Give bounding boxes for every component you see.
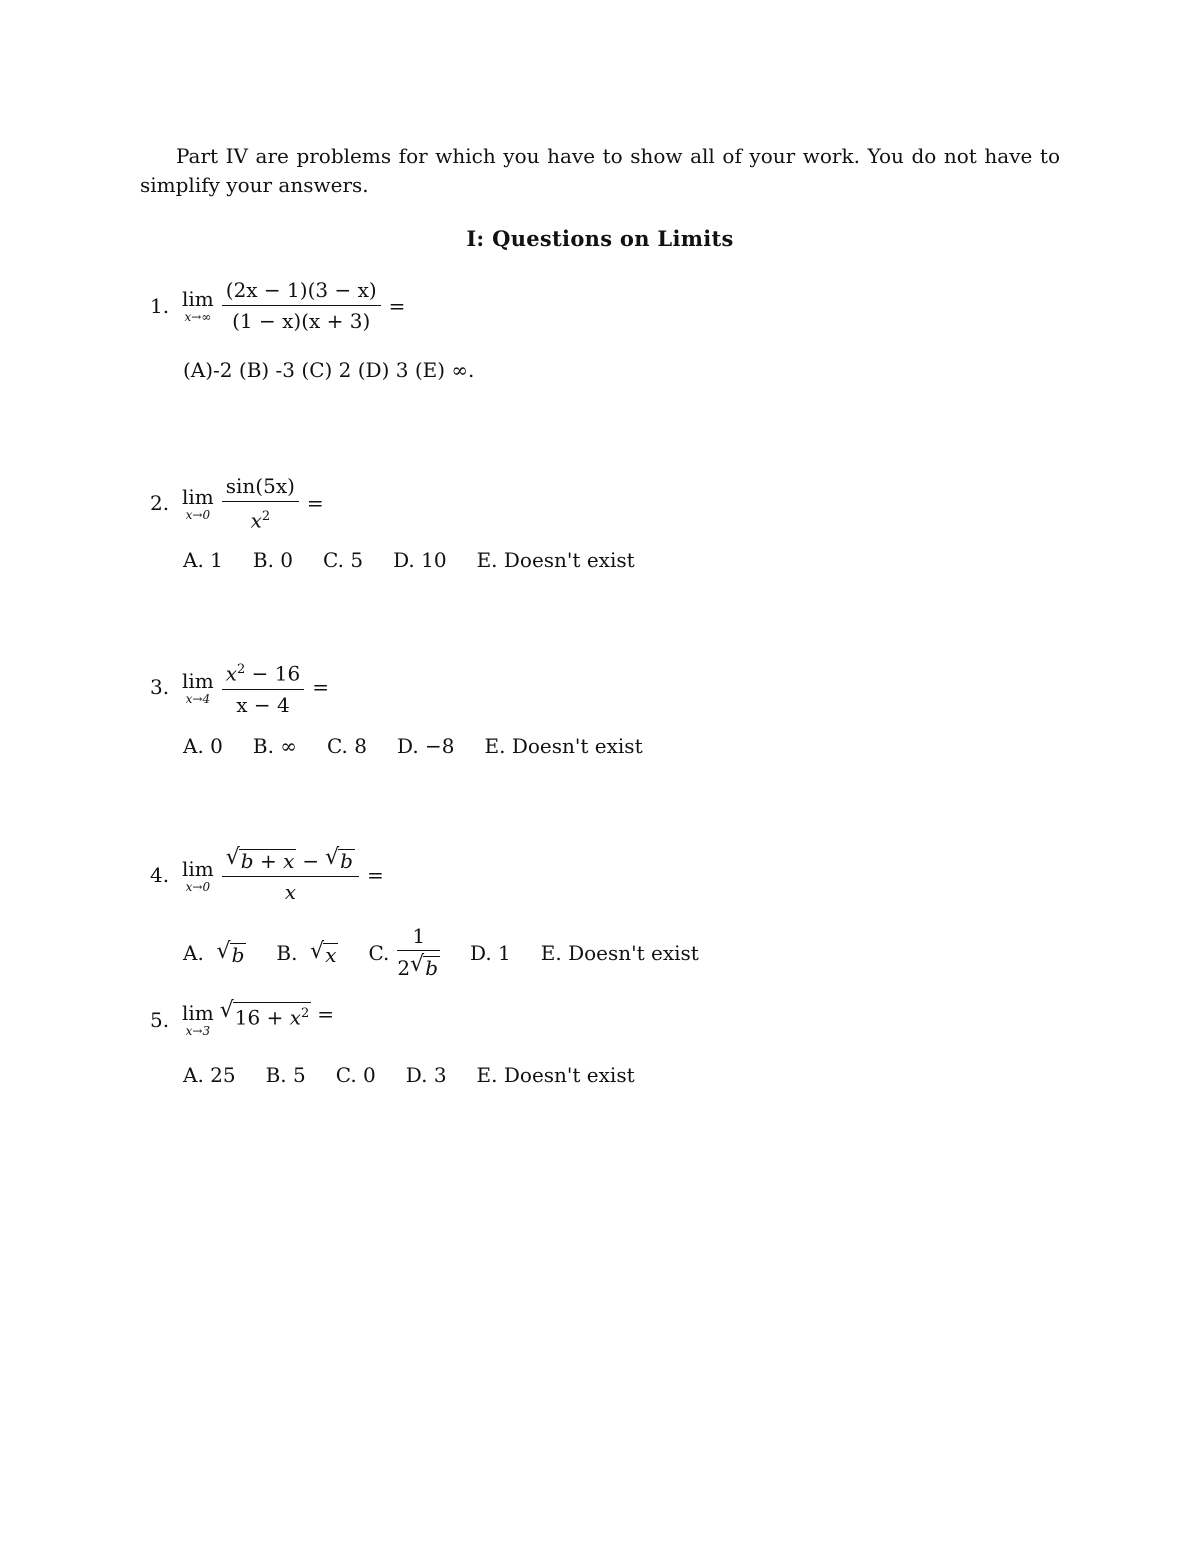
choice-label: B. (276, 940, 298, 965)
choice-b: B. ∞ (252, 734, 297, 758)
radicand (233, 1002, 311, 1029)
lim-word: lim (182, 856, 214, 881)
equals-sign: = (306, 491, 324, 516)
question-4 (150, 846, 384, 904)
square-root (220, 999, 312, 1029)
instructions-paragraph (140, 142, 1060, 200)
choice-d: D. 3 (405, 1063, 447, 1087)
question-number: 4. (150, 863, 170, 887)
lim-word: lim (182, 1001, 214, 1025)
lim-subscript: x→∞ (184, 310, 212, 324)
equals-sign: = (366, 863, 384, 887)
square-root (226, 846, 297, 872)
instructions-text: Part IV are problems for which you have to show all of your work. You do not have to simplify your answers. (140, 144, 1060, 197)
numerator (222, 846, 359, 876)
minus-sign: − (302, 849, 320, 873)
radicand: b (231, 942, 245, 967)
square-root (325, 846, 355, 872)
question-2-choices (183, 548, 635, 572)
denominator: x − 4 (236, 692, 290, 717)
lim-word: lim (182, 287, 214, 311)
fraction (222, 278, 381, 333)
choice-c: C. 0 (335, 1063, 376, 1087)
radical-sign: √ (216, 938, 231, 964)
radical-sign: √ (225, 845, 240, 870)
radical-sign: √ (310, 938, 325, 964)
fraction (222, 474, 299, 533)
radicand: b (425, 956, 438, 980)
choice-c: C. 5 (323, 548, 364, 572)
choice-label: A. (183, 940, 204, 965)
limit-operator (182, 670, 214, 705)
fraction (222, 658, 304, 717)
exponent: 2 (237, 662, 246, 677)
radical-sign: √ (410, 952, 425, 977)
radicand: b (340, 849, 353, 873)
square-root (410, 953, 440, 979)
question-5-choices (183, 1063, 635, 1087)
numerator-base: x (225, 661, 238, 686)
choice-a: A. 0 (183, 734, 223, 758)
choice-label: C. (368, 940, 390, 965)
equals-sign: = (317, 1001, 335, 1026)
coefficient: 2 (397, 956, 411, 980)
choice-c: C. 8 (326, 734, 367, 758)
radical-sign: √ (325, 845, 340, 870)
choice-d: D. −8 (397, 734, 455, 758)
choice-b: B. 5 (265, 1063, 306, 1087)
radical-sign: √ (219, 997, 234, 1023)
choice-e: E. Doesn't exist (476, 1063, 635, 1087)
choice-e: E. Doesn't exist (484, 734, 643, 758)
denominator: x (284, 880, 296, 904)
choices-line: (A)-2 (B) -3 (C) 2 (D) 3 (E) ∞. (183, 358, 475, 382)
numerator-rest: − 16 (245, 661, 301, 686)
choice-c (368, 924, 440, 981)
limit-operator (182, 1002, 214, 1037)
radicand: x (325, 942, 337, 967)
radicand-variable: x (289, 1005, 301, 1030)
choice-e: E. Doesn't exist (476, 548, 635, 572)
question-number: 2. (150, 491, 170, 516)
question-5 (150, 997, 335, 1038)
question-number: 3. (150, 675, 170, 700)
denominator (397, 951, 440, 981)
fraction (222, 846, 359, 904)
choice-d: D. 1 (470, 940, 511, 965)
lim-word: lim (182, 484, 214, 509)
choice-a: A. 1 (183, 548, 223, 572)
question-number: 1. (150, 293, 170, 318)
choice-b (276, 940, 338, 966)
radicand: b + x (240, 849, 295, 873)
numerator: sin(5x) (225, 474, 295, 498)
square-root (217, 940, 247, 966)
limit-operator (182, 486, 214, 521)
choice-d: D. 10 (393, 548, 447, 572)
denominator (247, 502, 275, 533)
choice-a: A. 25 (183, 1063, 236, 1087)
radicand-constant: 16 + (234, 1005, 290, 1030)
lim-subscript: x→4 (185, 691, 211, 706)
choice-a (183, 940, 246, 966)
question-4-choices (183, 924, 699, 981)
question-2 (150, 474, 324, 533)
exponent: 2 (301, 1005, 310, 1021)
choice-e: E. Doesn't exist (540, 940, 699, 965)
question-1 (150, 278, 405, 333)
equals-sign: = (388, 293, 406, 318)
numerator: (2x − 1)(3 − x) (225, 278, 377, 302)
lim-subscript: x→3 (185, 1024, 211, 1038)
square-root (310, 940, 338, 966)
choice-b: B. 0 (252, 548, 294, 572)
equals-sign: = (312, 675, 330, 700)
lim-word: lim (182, 668, 214, 693)
denominator: (1 − x)(x + 3) (232, 309, 371, 333)
lim-subscript: x→0 (185, 507, 211, 522)
section-title: I: Questions on Limits (466, 226, 734, 251)
lim-subscript: x→0 (185, 879, 211, 894)
numerator (222, 658, 304, 689)
question-1-choices (183, 358, 474, 382)
question-number: 5. (150, 1007, 170, 1032)
limit-operator (182, 288, 214, 323)
limit-operator (182, 858, 214, 893)
denominator-base: x (250, 508, 262, 533)
question-3 (150, 658, 329, 717)
numerator: 1 (412, 924, 426, 948)
fraction (397, 924, 440, 981)
question-3-choices (183, 734, 643, 758)
exponent: 2 (261, 509, 271, 524)
